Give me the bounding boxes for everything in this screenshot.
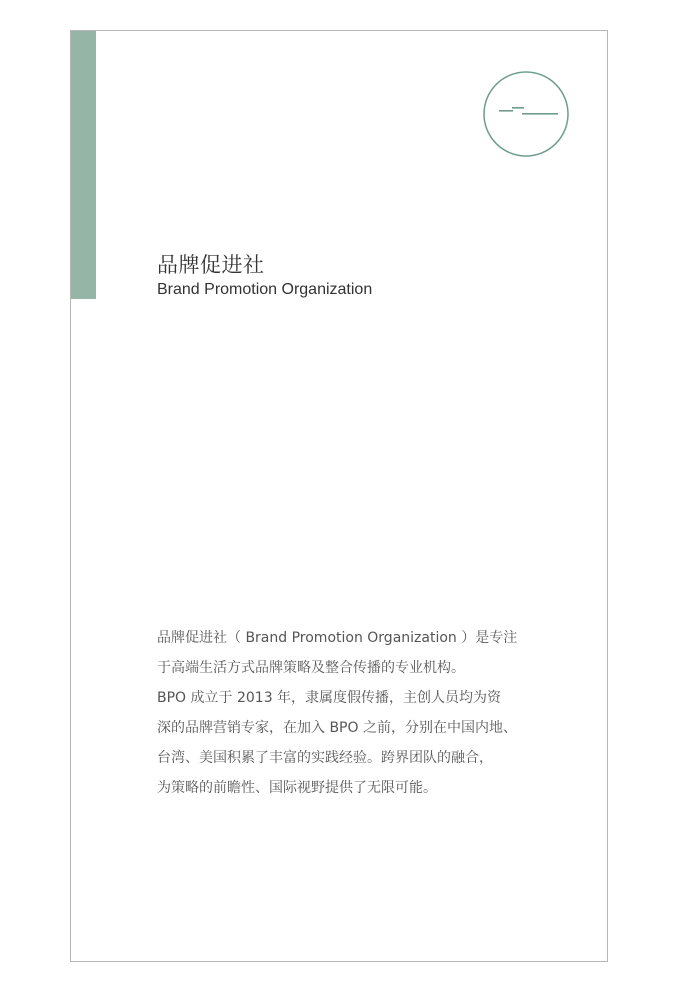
page-card: [70, 30, 608, 962]
description-line: 品牌促进社（ Brand Promotion Organization ）是专注: [157, 630, 518, 646]
accent-bar: [71, 31, 96, 299]
description-line: 深的品牌营销专家，在加入 BPO 之前，分别在中国内地、: [157, 720, 517, 736]
description-line: 于高端生活方式品牌策略及整合传播的专业机构。: [157, 660, 465, 676]
page-subtitle: Brand Promotion Organization: [157, 281, 373, 298]
description-line: 为策略的前瞻性、国际视野提供了无限可能。: [157, 780, 437, 796]
description-line: 台湾、美国积累了丰富的实践经验。跨界团队的融合，: [157, 750, 493, 766]
description-line: BPO 成立于 2013 年，隶属度假传播，主创人员均为资: [157, 690, 502, 706]
circle-line-logo-icon: [481, 69, 571, 159]
page-title: 品牌促进社: [157, 253, 265, 277]
description: [157, 623, 541, 803]
